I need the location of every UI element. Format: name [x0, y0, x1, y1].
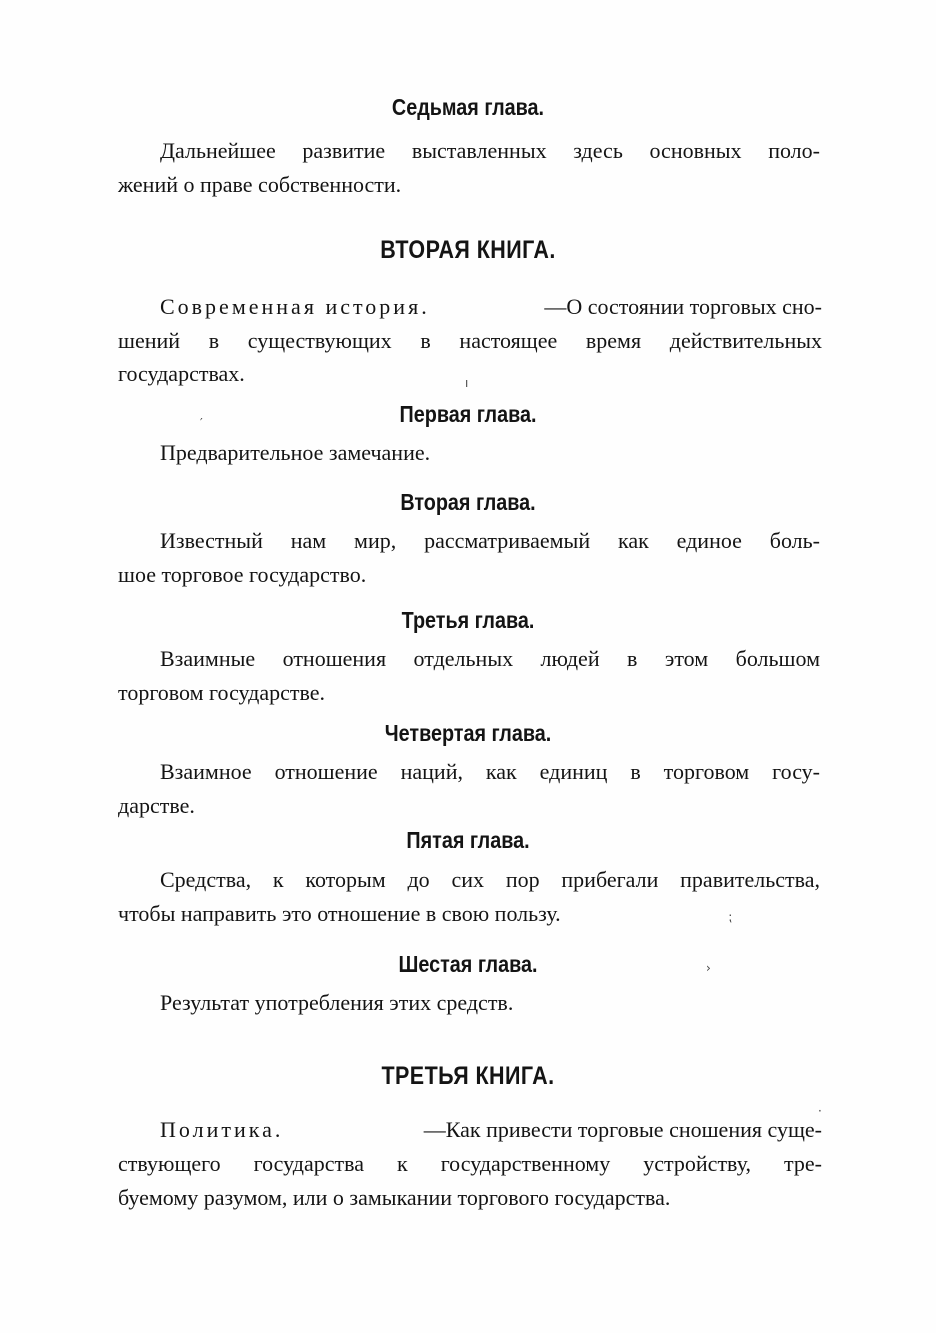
chapter-four-heading: Четвертая глава. — [384, 720, 552, 746]
chapter-seven-heading: Седьмая глава. — [391, 94, 545, 120]
chapter-one-heading: Первая глава. — [399, 401, 537, 427]
intro-continuation: —Как привести торговые сношения суще- — [423, 1117, 822, 1142]
intro-continuation: —О состоянии торговых сно- — [544, 294, 822, 319]
book-three-heading: ТРЕТЬЯ КНИГА. — [381, 1062, 555, 1090]
text-line: Взаимные отношения отдельных людей в этом большом — [160, 646, 820, 671]
book-three-intro-line — [160, 1117, 822, 1143]
text-line: дарстве. — [118, 793, 195, 818]
chapter-five-heading: Пятая глава. — [406, 827, 530, 853]
book-two-heading: ВТОРАЯ КНИГА. — [380, 236, 556, 264]
scan-speck: ⁏ — [728, 910, 733, 924]
text-line: чтобы направить это отношение в свою пользу. — [118, 901, 561, 926]
scan-speck: ′ — [200, 416, 203, 430]
text-line: ствующего государства к государственному устройству, тре- — [118, 1151, 822, 1176]
spaced-term: Современная история. — [160, 294, 430, 319]
scan-speck: › — [706, 961, 711, 975]
scan-speck: · — [818, 1104, 822, 1118]
spaced-term: Политика. — [160, 1117, 284, 1142]
chapter-three-heading: Третья глава. — [401, 607, 535, 633]
text-line: шений в существующих в настоящее время действительных — [118, 328, 822, 353]
text-line: Средства, к которым до сих пор прибегали правительства, — [160, 867, 820, 892]
chapter-two-heading: Вторая глава. — [400, 489, 536, 515]
text-line: Известный нам мир, рассматриваемый как единое боль- — [160, 528, 820, 553]
scan-speck: ı — [465, 376, 469, 390]
text-line: Взаимное отношение наций, как единиц в торговом госу- — [160, 759, 820, 784]
text-line: буемому разумом, или о замыкании торгового государства. — [118, 1185, 671, 1210]
text-line: торговом государстве. — [118, 680, 326, 705]
text-line: Результат употребления этих средств. — [160, 990, 514, 1015]
text-line: Дальнейшее развитие выставленных здесь основных поло- — [160, 138, 820, 163]
chapter-six-heading: Шестая глава. — [398, 951, 538, 977]
text-line: шое торговое государство. — [118, 562, 367, 587]
book-two-intro-line — [160, 294, 822, 320]
text-line: жений о праве собственности. — [118, 172, 402, 197]
text-line: государствах. — [118, 361, 245, 386]
text-line: Предварительное замечание. — [160, 440, 431, 465]
